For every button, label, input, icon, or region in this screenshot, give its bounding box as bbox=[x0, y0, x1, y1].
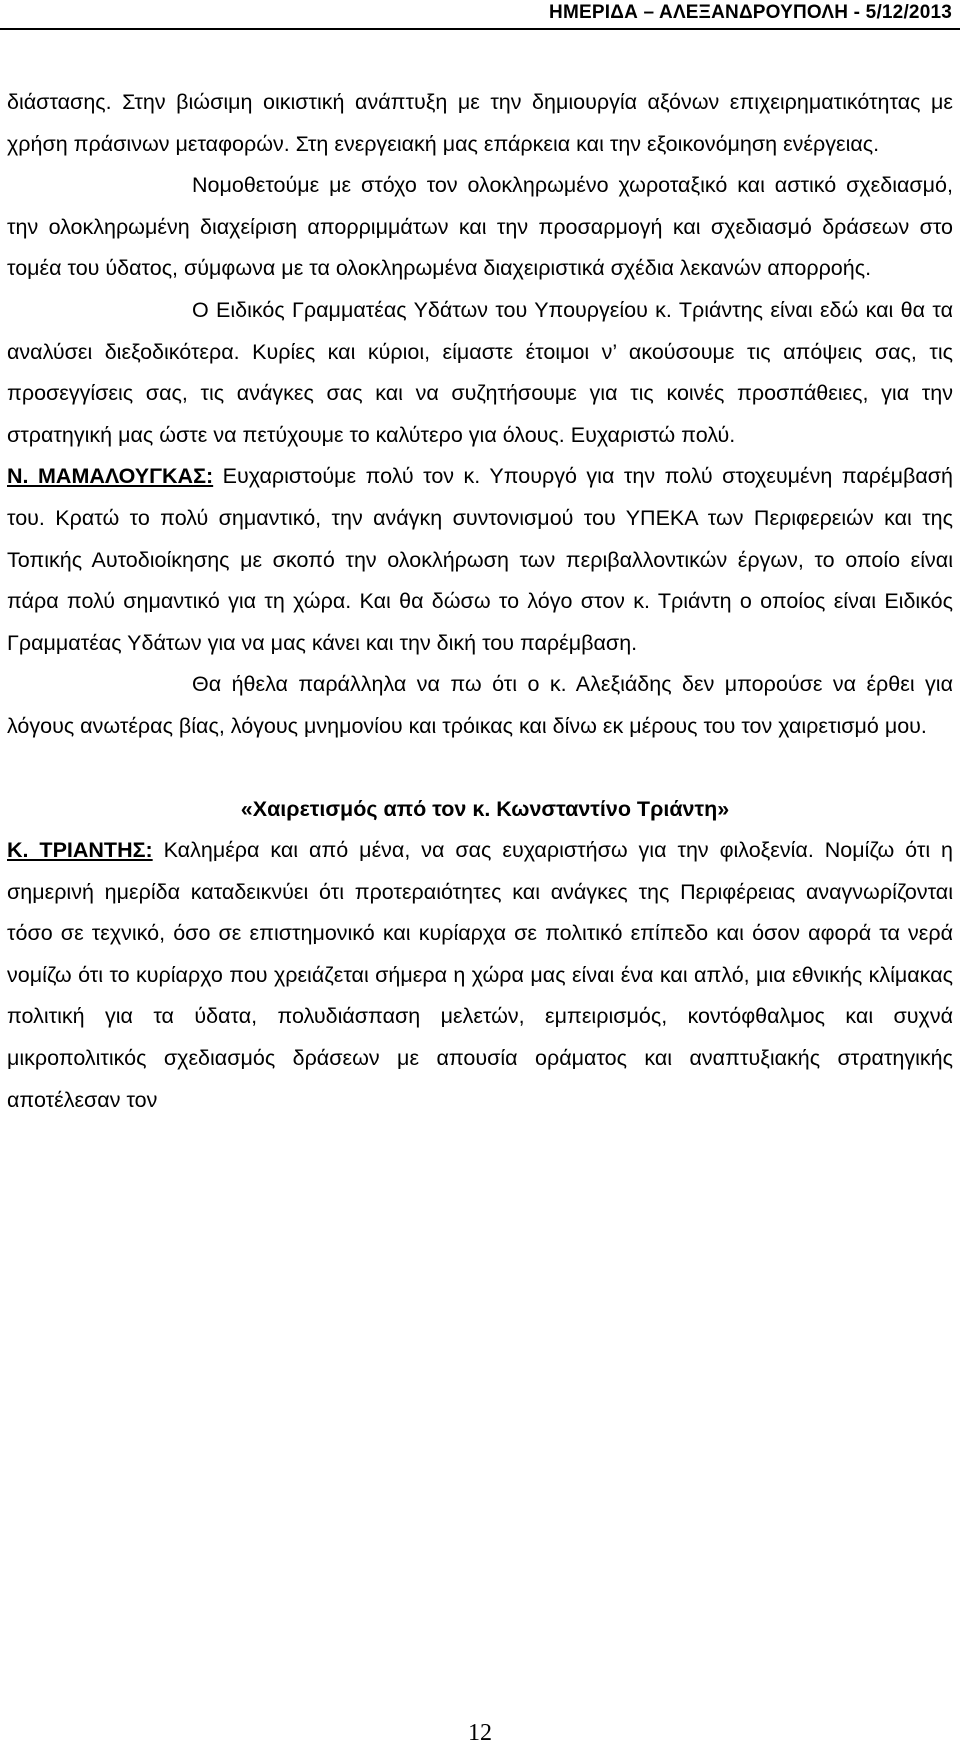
paragraph: διάστασης. Στην βιώσιμη οικιστική ανάπτυξη με την δημιουργία αξόνων επιχειρηματικότητας με χρήση πράσινων μεταφορών. Στη ενεργειακή μας επάρκεια και την εξοικονόμηση ενέργειας. bbox=[7, 90, 953, 156]
paragraph bbox=[7, 830, 953, 1121]
paragraph bbox=[7, 456, 953, 664]
document-body bbox=[7, 82, 953, 1121]
speaker-name: Κ. ΤΡΙΑΝΤΗΣ: bbox=[7, 838, 153, 863]
paragraph: Θα ήθελα παράλληλα να πω ότι ο κ. Αλεξιάδης δεν μπορούσε να έρθει για λόγους ανωτέρας βίας, λόγους μνημονίου και τρόικας και δίνω εκ μέρους του τον χαιρετισμό μου. bbox=[7, 672, 953, 738]
speaker-name: Ν. ΜΑΜΑΛΟΥΓΚΑΣ: bbox=[7, 464, 214, 489]
spacer bbox=[7, 748, 953, 789]
paragraph: Ο Ειδικός Γραμματέας Υδάτων του Υπουργείου κ. Τριάντης είναι εδώ και θα τα αναλύσει διεξοδικότερα. Κυρίες και κύριοι, είμαστε έτοιμοι ν’ ακούσουμε τις απόψεις σας, τις προσεγγίσεις σας, τις ανάγκες σας και να συζητήσουμε για τις κοινές προσπάθειες, για την στρατηγική μας ώστε να πετύχουμε το καλύτερο για όλους. Ευχαριστώ πολύ. bbox=[7, 297, 953, 447]
page-number: 12 bbox=[468, 1720, 492, 1746]
speaker-text: Καλημέρα και από μένα, να σας ευχαριστήσω για την φιλοξενία. Νομίζω ότι η σημερινή ημερίδα καταδεικνύει ότι προτεραιότητες και ανάγκες της Περιφέρειας αναγνωρίζονται τόσο σε τεχνικό, όσο σε επιστημονικό και κυρίαρχα σε πολιτικό επίπεδο και όσον αφορά τα νερά νομίζω ότι το κυρίαρχο που χρειάζεται σήμερα η χώρα μας είναι ένα και απλό, μια εθνικής κλίμακας πολιτική για τα ύδατα, πολυδιάσπαση μελετών, εμπειρισμός, κοντόφθαλμος και συχνά μικροπολιτικός σχεδιασμός δράσεων με απουσία οράματος και αναπτυξιακής στρατηγικής αποτέλεσαν τον bbox=[7, 838, 953, 1112]
speaker-text: Ευχαριστούμε πολύ τον κ. Υπουργό για την πολύ στοχευμένη παρέμβασή του. Κρατώ το πολύ σημαντικό, την ανάγκη συντονισμού του ΥΠΕΚΑ των Περιφερειών και της Τοπικής Αυτοδιοίκησης με σκοπό την ολοκλήρωση των περιβαλλοντικών έργων, το οποίο είναι πάρα πολύ σημαντικό για τη χώρα. Και θα δώσω το λόγο στον κ. Τριάντη ο οποίος είναι Ειδικός Γραμματέας Υδάτων για να μας κάνει και την δική του παρέμβαση. bbox=[7, 464, 953, 655]
page-header: ΗΜΕΡΙΔΑ – ΑΛΕΞΑΝΔΡΟΥΠΟΛΗ - 5/12/2013 bbox=[549, 2, 952, 23]
section-title: «Χαιρετισμός από τον κ. Κωνσταντίνο Τριάντη» bbox=[240, 796, 730, 821]
paragraph: Νομοθετούμε με στόχο τον ολοκληρωμένο χωροταξικό και αστικό σχεδιασμό, την ολοκληρωμένη διαχείριση απορριμμάτων και την προσαρμογή και σχεδιασμό δράσεων στο τομέα του ύδατος, σύμφωνα με τα ολοκληρωμένα διαχειριστικά σχέδια λεκανών απορροής. bbox=[7, 173, 953, 281]
header-rule bbox=[0, 28, 960, 30]
